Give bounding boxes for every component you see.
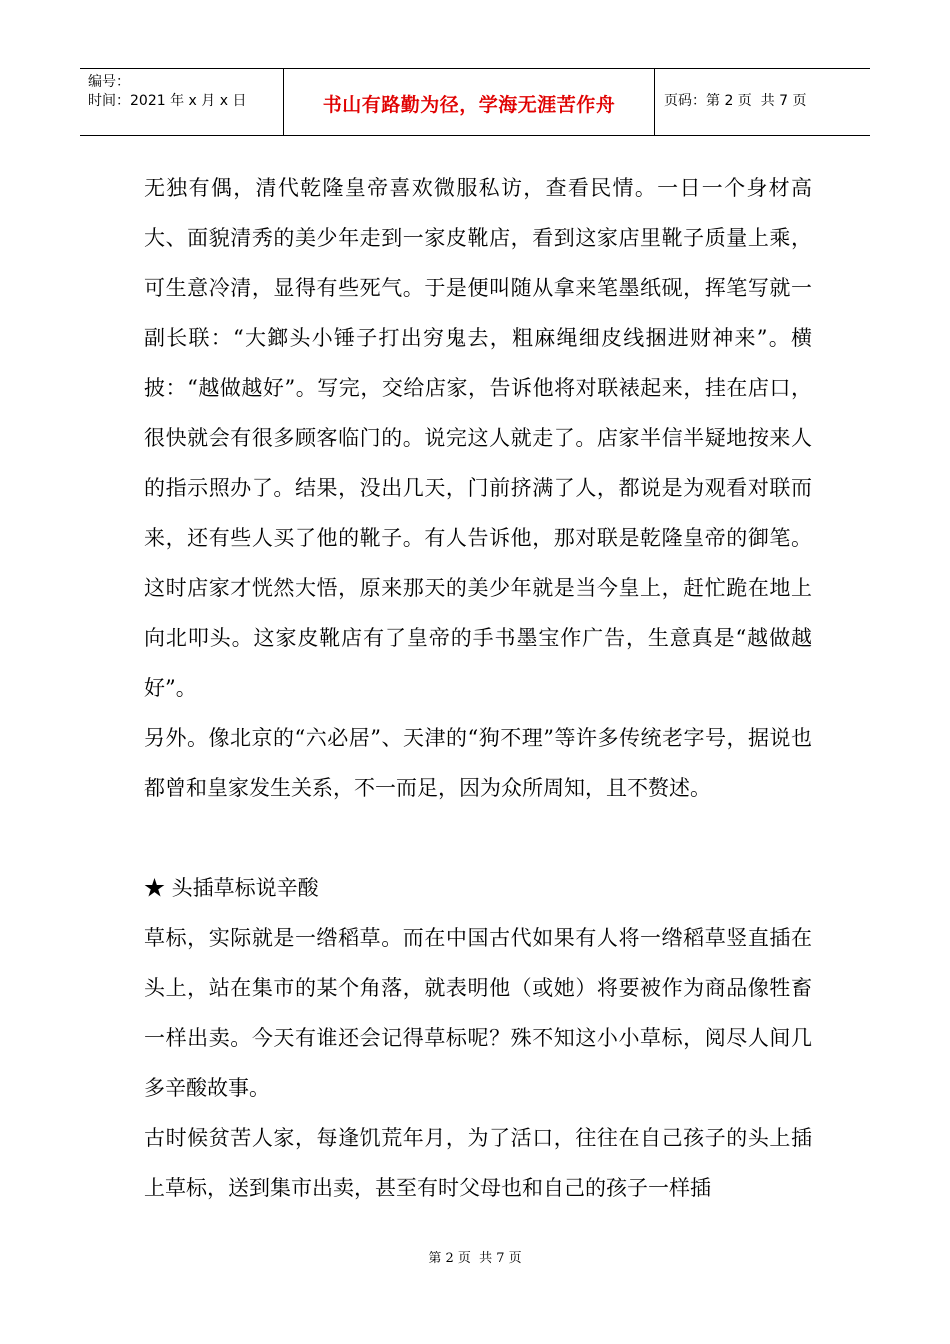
date-label: 时间：2021 年 x 月 x 日 [88, 93, 247, 109]
header-motto: 书山有路勤为径，学海无涯苦作舟 [322, 94, 616, 116]
body-paragraph: 无独有偶，清代乾隆皇帝喜欢微服私访，查看民情。一日一个身材高大、面貌清秀的美少年走到一家皮靴店，看到这家店里靴子质量上乘，可生意冷清，显得有些死气。于是便叫随从拿来笔墨纸砚，挥笔写就一副长联：“大鎯头小锤子打出穷鬼去，粗麻绳细皮线捆进财神来”。横披：“越做越好”。写完，交给店家，告诉他将对联裱起来，挂在店口，很快就会有很多顾客临门的。说完这人就走了。店家半信半疑地按来人的指示照办了。结果，没出几天，门前挤满了人，都说是为观看对联而来，还有些人买了他的靴子。有人告诉他，那对联是乾隆皇帝的御笔。这时店家才恍然大悟，原来那天的美少年就是当今皇上，赶忙跪在地上向北叩头。这家皮靴店有了皇帝的手书墨宝作广告，生意真是“越做越好”。 [144, 176, 812, 700]
header-divider [654, 69, 655, 135]
body-paragraph: 草标，实际就是一绺稻草。而在中国古代如果有人将一绺稻草竖直插在头上，站在集市的某个角落，就表明他（或她）将要被作为商品像牲畜一样出卖。今天有谁还会记得草标呢？殊不知这小小草标，阅尽人间几多辛酸故事。 [144, 926, 812, 1100]
body-paragraph: 另外。像北京的“六必居”、天津的“狗不理”等许多传统老字号，据说也都曾和皇家发生关系，不一而足，因为众所周知，且不赘述。 [144, 726, 812, 800]
header-page-number: 页码：第 2 页 共 7 页 [664, 93, 807, 109]
document-body [144, 163, 812, 1213]
section-heading: ★ 头插草标说辛酸 [144, 876, 319, 900]
page-footer: 第 2 页 共 7 页 [428, 1251, 522, 1266]
body-paragraph: 古时候贫苦人家，每逢饥荒年月，为了活口，往往在自己孩子的头上插上草标，送到集市出卖，甚至有时父母也和自己的孩子一样插 [144, 1126, 812, 1200]
header-meta [80, 69, 283, 135]
doc-number-label: 编号： [88, 74, 130, 90]
page-header [80, 68, 870, 136]
blank-line [144, 813, 812, 863]
